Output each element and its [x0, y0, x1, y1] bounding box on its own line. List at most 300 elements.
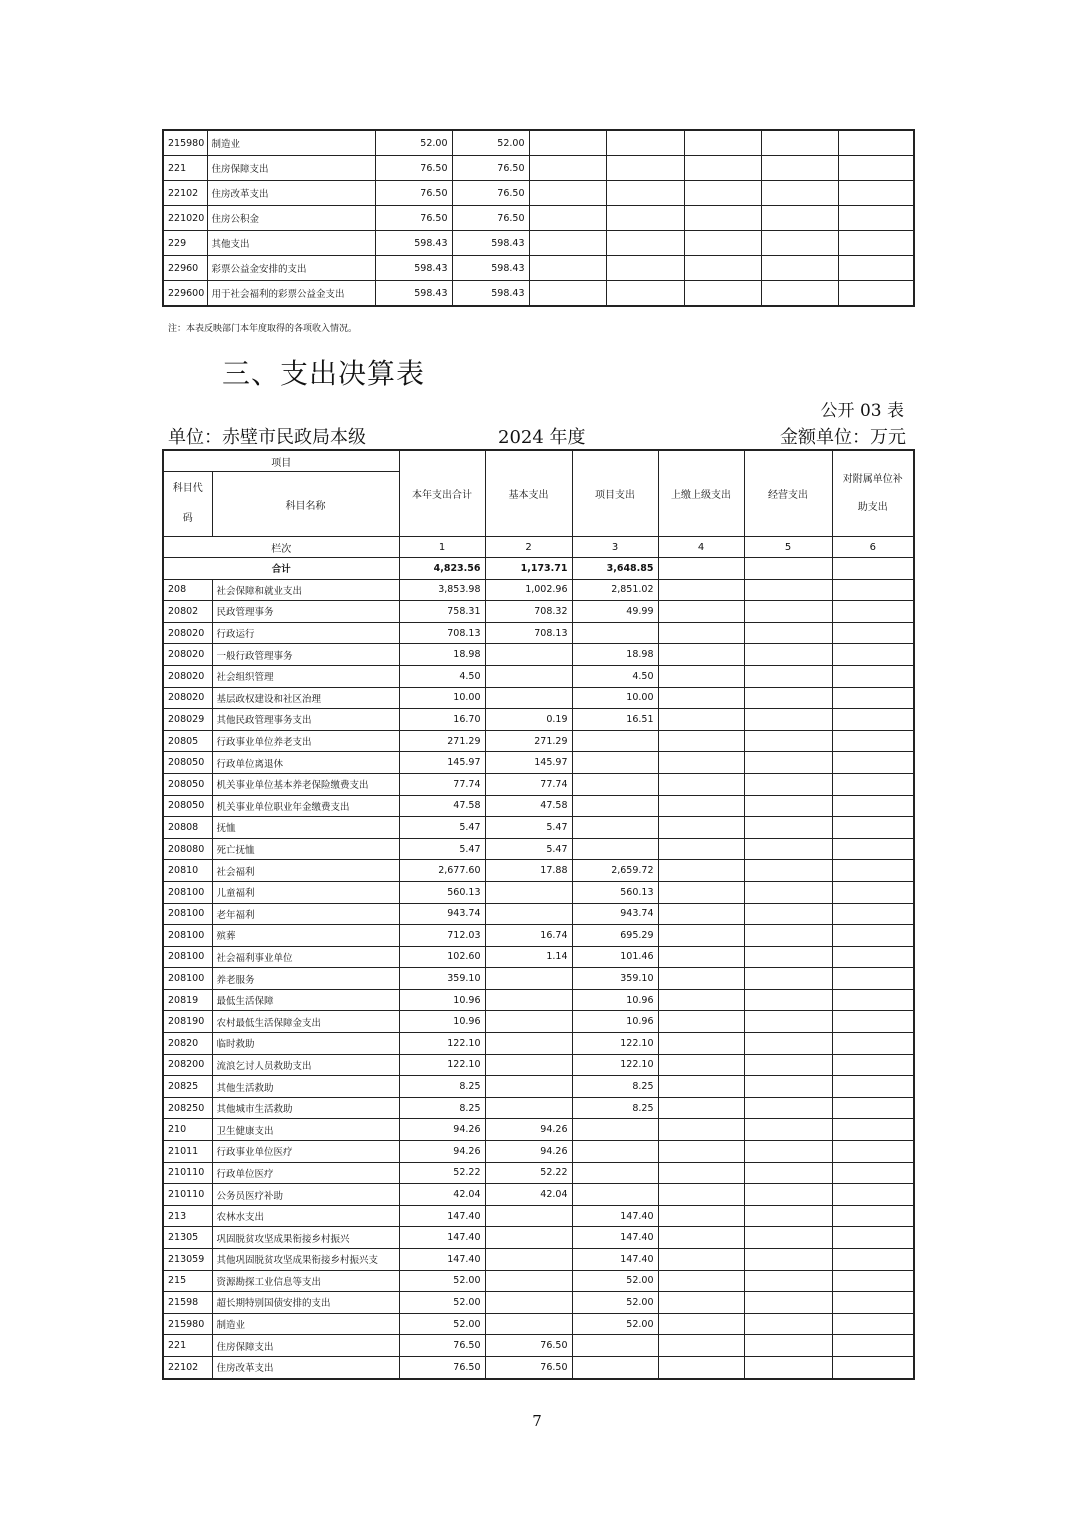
empty-cell [684, 256, 761, 281]
header-total: 本年支出合计 [399, 450, 485, 537]
row-upper [658, 1292, 744, 1314]
column-number-1: 1 [399, 537, 485, 558]
row-code: 22102 [163, 181, 207, 206]
row-name: 行政事业单位养老支出 [212, 730, 399, 752]
row-upper [658, 860, 744, 882]
total-basic: 1,173.71 [485, 558, 572, 580]
row-upper [658, 968, 744, 990]
row-total: 52.22 [399, 1162, 485, 1184]
row-total: 598.43 [375, 256, 452, 281]
row-project: 10.00 [572, 687, 658, 709]
row-subsidy [832, 1249, 914, 1271]
row-total: 47.58 [399, 795, 485, 817]
row-basic: 0.19 [485, 709, 572, 731]
row-code: 208020 [163, 687, 212, 709]
row-code: 20819 [163, 989, 212, 1011]
empty-cell [761, 130, 838, 156]
empty-cell [761, 206, 838, 231]
row-basic [485, 644, 572, 666]
row-name: 巩固脱贫攻坚成果衔接乡村振兴 [212, 1227, 399, 1249]
table-row [163, 773, 914, 795]
row-upper [658, 601, 744, 623]
row-total: 52.00 [399, 1313, 485, 1335]
row-project: 122.10 [572, 1054, 658, 1076]
empty-cell [606, 156, 684, 181]
row-subsidy [832, 601, 914, 623]
table-row [163, 687, 914, 709]
table-row [163, 1205, 914, 1227]
row-business [744, 1313, 832, 1335]
row-upper [658, 1033, 744, 1055]
header-project: 项目支出 [572, 450, 658, 537]
empty-cell [838, 156, 914, 181]
row-name: 行政单位医疗 [212, 1162, 399, 1184]
row-subsidy [832, 773, 914, 795]
row-subsidy [832, 1313, 914, 1335]
row-upper [658, 687, 744, 709]
row-basic [485, 903, 572, 925]
row-total: 4.50 [399, 665, 485, 687]
row-total: 598.43 [375, 231, 452, 256]
empty-cell [529, 206, 606, 231]
row-subsidy [832, 1270, 914, 1292]
row-code: 213059 [163, 1249, 212, 1271]
row-business [744, 1227, 832, 1249]
row-business [744, 1162, 832, 1184]
empty-cell [838, 181, 914, 206]
unit-name: 单位：赤壁市民政局本级 [168, 427, 366, 448]
row-name: 行政事业单位医疗 [212, 1141, 399, 1163]
row-total: 712.03 [399, 925, 485, 947]
table-row [163, 1011, 914, 1033]
row-total: 77.74 [399, 773, 485, 795]
row-subsidy [832, 644, 914, 666]
header-item: 项目 [163, 450, 399, 472]
row-upper [658, 989, 744, 1011]
row-business [744, 1292, 832, 1314]
row-name: 机关事业单位职业年金缴费支出 [212, 795, 399, 817]
row-code: 221 [163, 156, 207, 181]
row-business [744, 817, 832, 839]
row-business [744, 968, 832, 990]
empty-cell [838, 256, 914, 281]
row-code: 20805 [163, 730, 212, 752]
row-project [572, 1141, 658, 1163]
column-number-label: 栏次 [163, 537, 399, 558]
table-row [163, 130, 914, 156]
row-upper [658, 1119, 744, 1141]
row-basic: 16.74 [485, 925, 572, 947]
header-code-line1: 科目代 [172, 483, 203, 494]
row-basic [485, 1313, 572, 1335]
row-col2: 598.43 [452, 256, 529, 281]
row-name: 其他巩固脱贫攻坚成果衔接乡村振兴支 [212, 1249, 399, 1271]
row-total: 122.10 [399, 1054, 485, 1076]
table-row [163, 579, 914, 601]
row-subsidy [832, 622, 914, 644]
row-name: 最低生活保障 [212, 989, 399, 1011]
table-row [163, 1270, 914, 1292]
row-project: 695.29 [572, 925, 658, 947]
row-project [572, 1162, 658, 1184]
row-project: 18.98 [572, 644, 658, 666]
row-code: 208100 [163, 903, 212, 925]
empty-cell [761, 181, 838, 206]
row-business [744, 860, 832, 882]
table-row [163, 1335, 914, 1357]
row-total: 3,853.98 [399, 579, 485, 601]
row-upper [658, 1227, 744, 1249]
row-business [744, 1249, 832, 1271]
row-col2: 76.50 [452, 156, 529, 181]
empty-cell [761, 281, 838, 307]
row-subsidy [832, 1119, 914, 1141]
row-project [572, 752, 658, 774]
table-row [163, 181, 914, 206]
row-upper [658, 1313, 744, 1335]
row-code: 210110 [163, 1162, 212, 1184]
row-project: 52.00 [572, 1270, 658, 1292]
table-row [163, 838, 914, 860]
row-code: 208020 [163, 622, 212, 644]
row-upper [658, 1141, 744, 1163]
table-row [163, 1313, 914, 1335]
row-subsidy [832, 881, 914, 903]
row-business [744, 709, 832, 731]
row-name: 住房保障支出 [212, 1335, 399, 1357]
row-code: 208200 [163, 1054, 212, 1076]
empty-cell [684, 181, 761, 206]
row-code: 221 [163, 1335, 212, 1357]
row-total: 10.96 [399, 989, 485, 1011]
row-basic: 76.50 [485, 1335, 572, 1357]
header-basic: 基本支出 [485, 450, 572, 537]
row-project [572, 817, 658, 839]
row-basic [485, 1227, 572, 1249]
row-project [572, 838, 658, 860]
table-row [163, 881, 914, 903]
continued-income-table [162, 129, 915, 307]
row-code: 210110 [163, 1184, 212, 1206]
row-upper [658, 795, 744, 817]
row-upper [658, 1335, 744, 1357]
row-business [744, 1141, 832, 1163]
row-upper [658, 838, 744, 860]
row-upper [658, 925, 744, 947]
row-code: 20820 [163, 1033, 212, 1055]
row-basic: 708.32 [485, 601, 572, 623]
row-basic [485, 989, 572, 1011]
row-project: 10.96 [572, 989, 658, 1011]
row-name: 一般行政管理事务 [212, 644, 399, 666]
table-row [163, 231, 914, 256]
row-code: 229 [163, 231, 207, 256]
row-code: 208250 [163, 1097, 212, 1119]
header-row-1 [163, 450, 914, 472]
empty-cell [529, 281, 606, 307]
row-code: 20825 [163, 1076, 212, 1098]
row-upper [658, 1054, 744, 1076]
empty-cell [684, 156, 761, 181]
row-name: 用于社会福利的彩票公益金支出 [207, 281, 375, 307]
row-name: 行政单位离退休 [212, 752, 399, 774]
row-upper [658, 946, 744, 968]
row-name: 农林水支出 [212, 1205, 399, 1227]
row-basic: 52.22 [485, 1162, 572, 1184]
row-basic [485, 687, 572, 709]
empty-cell [684, 206, 761, 231]
row-basic: 271.29 [485, 730, 572, 752]
row-project [572, 622, 658, 644]
row-name: 彩票公益金安排的支出 [207, 256, 375, 281]
empty-cell [529, 130, 606, 156]
row-code: 208100 [163, 925, 212, 947]
row-col2: 598.43 [452, 231, 529, 256]
table-row [163, 730, 914, 752]
row-subsidy [832, 1162, 914, 1184]
row-code: 208020 [163, 665, 212, 687]
row-basic [485, 1033, 572, 1055]
row-upper [658, 817, 744, 839]
table-row [163, 860, 914, 882]
table-row [163, 1227, 914, 1249]
header-code-line2: 码 [182, 513, 193, 524]
empty-cell [606, 281, 684, 307]
row-name: 其他支出 [207, 231, 375, 256]
row-total: 708.13 [399, 622, 485, 644]
column-number-5: 5 [744, 537, 832, 558]
table-row [163, 281, 914, 307]
row-upper [658, 1097, 744, 1119]
row-subsidy [832, 1292, 914, 1314]
table-note: 注：本表反映部门本年度取得的各项收入情况。 [168, 324, 358, 334]
row-subsidy [832, 1184, 914, 1206]
row-code: 208100 [163, 968, 212, 990]
row-project: 147.40 [572, 1249, 658, 1271]
row-total: 598.43 [375, 281, 452, 307]
row-code: 21011 [163, 1141, 212, 1163]
table-row [163, 1249, 914, 1271]
row-subsidy [832, 903, 914, 925]
row-name: 死亡抚恤 [212, 838, 399, 860]
row-total: 147.40 [399, 1227, 485, 1249]
row-total: 560.13 [399, 881, 485, 903]
row-upper [658, 1249, 744, 1271]
row-subsidy [832, 1011, 914, 1033]
row-upper [658, 1184, 744, 1206]
row-upper [658, 1011, 744, 1033]
empty-cell [606, 206, 684, 231]
table-row [163, 1162, 914, 1184]
row-name: 儿童福利 [212, 881, 399, 903]
row-total: 147.40 [399, 1249, 485, 1271]
row-subsidy [832, 925, 914, 947]
empty-cell [606, 181, 684, 206]
row-project: 8.25 [572, 1076, 658, 1098]
table-row [163, 256, 914, 281]
table-row [163, 1097, 914, 1119]
row-subsidy [832, 1356, 914, 1378]
row-basic: 47.58 [485, 795, 572, 817]
row-basic [485, 1292, 572, 1314]
row-upper [658, 709, 744, 731]
table-row [163, 968, 914, 990]
header-subsidy-line1: 对附属单位补 [842, 473, 903, 485]
row-business [744, 752, 832, 774]
row-subsidy [832, 665, 914, 687]
row-business [744, 1054, 832, 1076]
table-row [163, 1292, 914, 1314]
row-upper [658, 773, 744, 795]
row-upper [658, 665, 744, 687]
row-name: 基层政权建设和社区治理 [212, 687, 399, 709]
empty-cell [761, 231, 838, 256]
row-total: 94.26 [399, 1141, 485, 1163]
row-project: 359.10 [572, 968, 658, 990]
row-code: 215 [163, 1270, 212, 1292]
row-project: 101.46 [572, 946, 658, 968]
total-business [744, 558, 832, 580]
row-business [744, 925, 832, 947]
table-row [163, 1033, 914, 1055]
empty-cell [838, 231, 914, 256]
row-project [572, 1335, 658, 1357]
row-subsidy [832, 860, 914, 882]
row-total: 359.10 [399, 968, 485, 990]
row-code: 208100 [163, 946, 212, 968]
row-subsidy [832, 1076, 914, 1098]
row-business [744, 1076, 832, 1098]
row-subsidy [832, 1205, 914, 1227]
row-project: 49.99 [572, 601, 658, 623]
table-row [163, 1184, 914, 1206]
row-code: 208050 [163, 752, 212, 774]
row-upper [658, 579, 744, 601]
row-basic [485, 1270, 572, 1292]
row-basic: 708.13 [485, 622, 572, 644]
table-row [163, 946, 914, 968]
row-name: 社会保障和就业支出 [212, 579, 399, 601]
row-name: 制造业 [212, 1313, 399, 1335]
row-name: 养老服务 [212, 968, 399, 990]
table-row [163, 665, 914, 687]
row-basic: 145.97 [485, 752, 572, 774]
empty-cell [606, 231, 684, 256]
row-basic: 1.14 [485, 946, 572, 968]
row-basic: 5.47 [485, 817, 572, 839]
row-business [744, 1335, 832, 1357]
empty-cell [529, 231, 606, 256]
header-subsidy [832, 450, 914, 537]
row-total: 10.00 [399, 687, 485, 709]
empty-cell [838, 130, 914, 156]
row-basic [485, 665, 572, 687]
empty-cell [684, 231, 761, 256]
table-row [163, 925, 914, 947]
total-subsidy [832, 558, 914, 580]
row-project: 8.25 [572, 1097, 658, 1119]
row-name: 行政运行 [212, 622, 399, 644]
row-upper [658, 1162, 744, 1184]
table-row [163, 903, 914, 925]
row-total: 5.47 [399, 817, 485, 839]
row-total: 102.60 [399, 946, 485, 968]
row-business [744, 838, 832, 860]
row-upper [658, 1205, 744, 1227]
empty-cell [606, 256, 684, 281]
row-code: 22102 [163, 1356, 212, 1378]
unit-line [168, 423, 906, 449]
row-code: 208 [163, 579, 212, 601]
row-business [744, 1205, 832, 1227]
row-upper [658, 622, 744, 644]
row-upper [658, 1356, 744, 1378]
table-row [163, 1076, 914, 1098]
row-subsidy [832, 709, 914, 731]
column-number-4: 4 [658, 537, 744, 558]
row-project: 147.40 [572, 1205, 658, 1227]
row-project: 122.10 [572, 1033, 658, 1055]
row-basic: 1,002.96 [485, 579, 572, 601]
row-name: 民政管理事务 [212, 601, 399, 623]
row-business [744, 795, 832, 817]
row-code: 215980 [163, 1313, 212, 1335]
table-row [163, 601, 914, 623]
row-name: 卫生健康支出 [212, 1119, 399, 1141]
table-row [163, 795, 914, 817]
row-name: 制造业 [207, 130, 375, 156]
row-subsidy [832, 579, 914, 601]
row-subsidy [832, 687, 914, 709]
row-col2: 76.50 [452, 181, 529, 206]
row-basic [485, 968, 572, 990]
row-subsidy [832, 1141, 914, 1163]
row-business [744, 730, 832, 752]
table-row [163, 817, 914, 839]
row-project: 2,659.72 [572, 860, 658, 882]
row-subsidy [832, 968, 914, 990]
row-project: 147.40 [572, 1227, 658, 1249]
row-name: 超长期特别国债安排的支出 [212, 1292, 399, 1314]
page-number: 7 [532, 1412, 542, 1430]
row-subsidy [832, 989, 914, 1011]
form-number: 公开 03 表 [820, 401, 904, 421]
row-total: 76.50 [375, 206, 452, 231]
row-project: 943.74 [572, 903, 658, 925]
column-number-3: 3 [572, 537, 658, 558]
row-subsidy [832, 1097, 914, 1119]
row-code: 208020 [163, 644, 212, 666]
row-business [744, 1356, 832, 1378]
row-subsidy [832, 817, 914, 839]
total-project: 3,648.85 [572, 558, 658, 580]
row-code: 21598 [163, 1292, 212, 1314]
row-business [744, 989, 832, 1011]
row-name: 殡葬 [212, 925, 399, 947]
row-name: 老年福利 [212, 903, 399, 925]
row-business [744, 601, 832, 623]
row-name: 社会福利 [212, 860, 399, 882]
row-total: 758.31 [399, 601, 485, 623]
row-project: 10.96 [572, 1011, 658, 1033]
row-code: 215980 [163, 130, 207, 156]
row-subsidy [832, 1033, 914, 1055]
header-code [163, 472, 212, 537]
row-code: 210 [163, 1119, 212, 1141]
row-total: 94.26 [399, 1119, 485, 1141]
row-business [744, 687, 832, 709]
row-name: 流浪乞讨人员救助支出 [212, 1054, 399, 1076]
